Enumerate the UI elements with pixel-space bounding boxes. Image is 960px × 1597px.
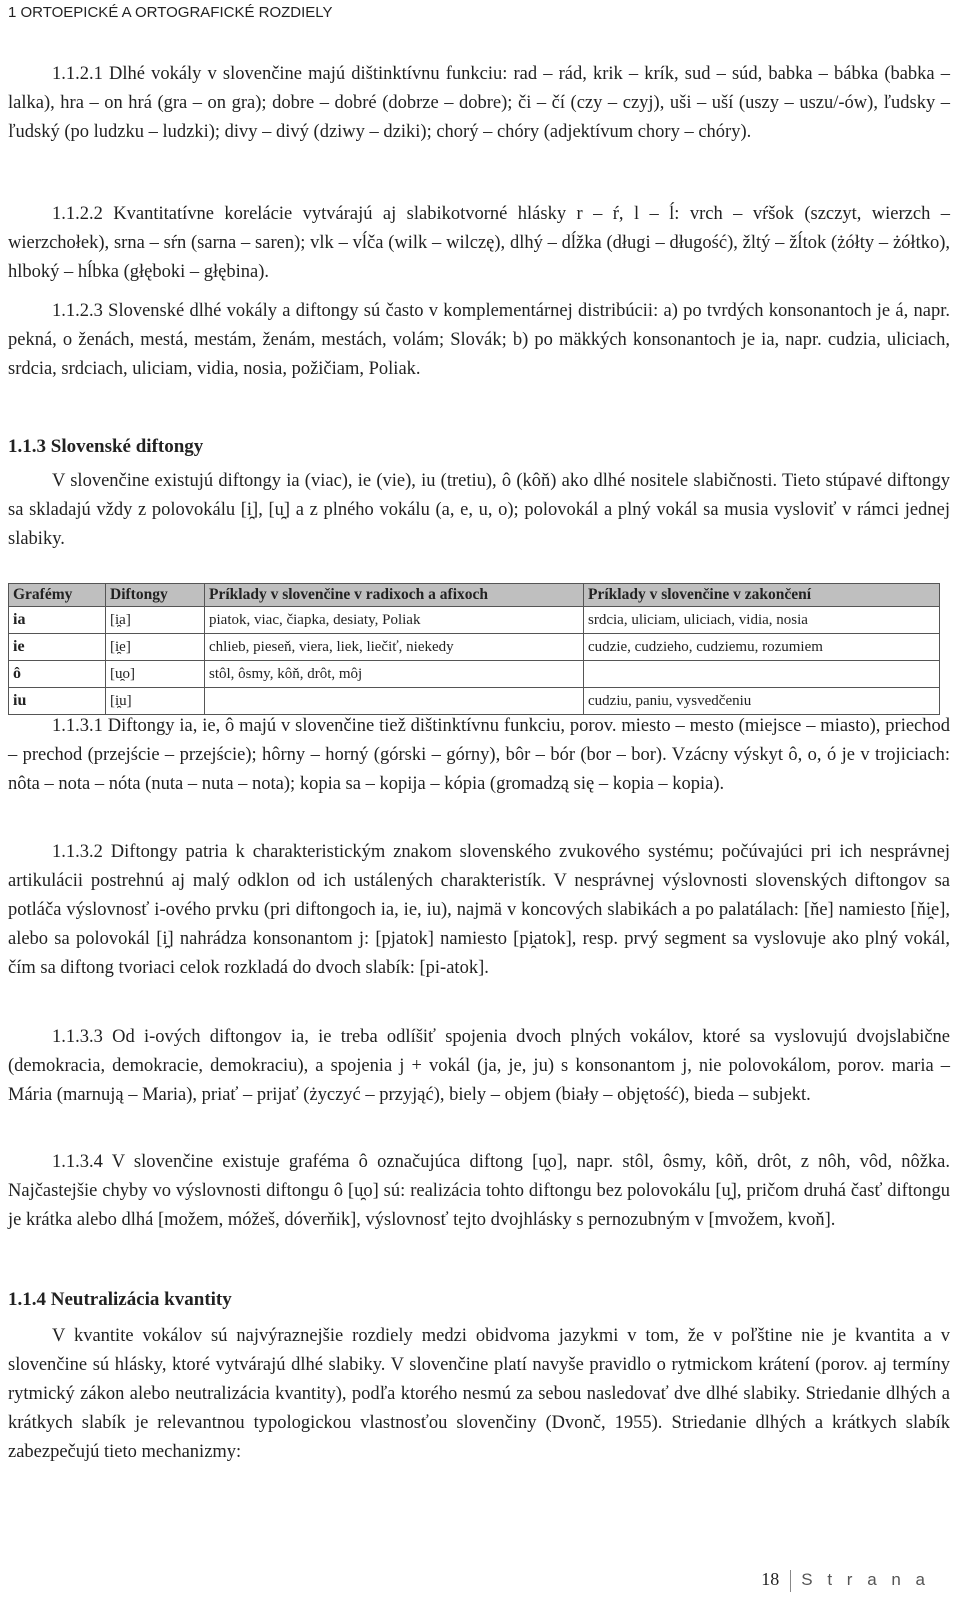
diphthong-cell: [u̯o] <box>106 661 205 688</box>
radix-examples-cell: chlieb, pieseň, viera, liek, liečiť, niekedy <box>205 634 584 661</box>
section-1-1-3-1 <box>8 712 950 799</box>
page-label: S t r a n a <box>801 1570 930 1589</box>
ending-examples-cell: srdcia, uliciam, uliciach, vidia, nosia <box>584 607 940 634</box>
running-header: 1 ORTOEPICKÉ A ORTOGRAFICKÉ ROZDIELY <box>8 4 333 21</box>
section-1-1-4 <box>8 1285 950 1467</box>
section-number: 1.1.3.1 <box>52 716 103 736</box>
page-number: 18 <box>761 1569 780 1589</box>
section-number: 1.1.2.2 <box>52 204 103 224</box>
grapheme-cell: ô <box>9 661 106 688</box>
table-row <box>9 607 940 634</box>
ending-examples-cell: cudzie, cudzieho, cudziemu, rozumiem <box>584 634 940 661</box>
section-1-1-3-3 <box>8 1023 950 1110</box>
paragraph-text: Od i-ových diftongov ia, ie treba odlíšiť spojenia dvoch plných vokálov, ktoré sa vyslovujú dvojslabične (demokracia, demokracie, demokraciu), a spojenia j + vokál (ja, je, ju) s konsonantom j, nie polovokálom, porov. maria – Mária (marnują – Maria), priať – prijať (życzyć – przyjąć), biely – objem (biały – objętość), bieda – subjekt. <box>8 1027 951 1105</box>
section-heading: 1.1.3 Slovenské diftongy <box>8 436 204 457</box>
table-header-row <box>9 584 940 607</box>
column-header: Diftongy <box>106 584 205 607</box>
section-1-1-2-3 <box>8 297 950 384</box>
diphthong-cell: [i̯a] <box>106 607 205 634</box>
table-row <box>9 661 940 688</box>
column-header: Príklady v slovenčine v zakončení <box>584 584 940 607</box>
page-footer <box>761 1569 930 1592</box>
radix-examples-cell: stôl, ôsmy, kôň, drôt, môj <box>205 661 584 688</box>
section-heading: 1.1.4 Neutralizácia kvantity <box>8 1289 232 1310</box>
section-1-1-3-4 <box>8 1148 950 1235</box>
paragraph-text: Diftongy patria k charakteristickým znakom slovenského zvukového systému; počúvajúci pri ich nesprávnej artikulácii postrehnú aj malý odklon od ich ustálených charakteristík. V nesprávnej výslovnosti slovenských diftongov sa potláča výslovnosť i-ového prvku (pri diftongoch ia, ie, iu), najmä v koncových slabikách a po palatálach: [ňe] namiesto [ňi̯e], alebo sa polovokál [i̯] nahrádza konsonantom j: [pjatok] namiesto [pi̯atok], resp. prvý segment sa vyslovuje ako plný vokál, čím sa diftong tvoriaci celok rozkladá do dvoch slabík: [pi-atok]. <box>8 842 950 978</box>
section-1-1-2-1 <box>8 60 950 147</box>
section-1-1-3-2 <box>8 838 950 983</box>
column-header: Grafémy <box>9 584 106 607</box>
grapheme-cell: ia <box>9 607 106 634</box>
paragraph-text: Diftongy ia, ie, ô majú v slovenčine tiež dištinktívnu funkciu, porov. miesto – mesto (miejsce – miasto), priechod – prechod (przejście – przejście); hôrny – horný (górski – górny), bôr – bór (bor – bor). Vzácny výskyt ô, o, ó je v trojiciach: nôta – nota – nóta (nuta – nuta – nota); kopia sa – kopija – kópia (gromadzą się – kopia – kopia). <box>8 716 951 794</box>
table-row <box>9 688 940 715</box>
section-number: 1.1.3.2 <box>52 842 103 862</box>
section-number: 1.1.3.3 <box>52 1027 103 1047</box>
section-number: 1.1.2.1 <box>52 64 103 84</box>
diphthong-table <box>8 583 940 715</box>
table-row <box>9 634 940 661</box>
paragraph-text: Kvantitatívne korelácie vytvárajú aj slabikotvorné hlásky r – ŕ, l – ĺ: vrch – vŕšok (szczyt, wierzch – wierzchołek), srna – sŕn (sarna – saren); vlk – vĺča (wilk – wilczę), dlhý – dĺžka (długi – długość), žltý – žĺtok (żółty – żółtko), hlboký – hĺbka (głęboki – głębina). <box>8 204 950 282</box>
radix-examples-cell <box>205 688 584 715</box>
grapheme-cell: ie <box>9 634 106 661</box>
paragraph-text: V kvantite vokálov sú najvýraznejšie rozdiely medzi obidvoma jazykmi v tom, že v poľštine nie je kvantita a v slovenčine sú hlásky, ktoré vytvárajú dlhé slabiky. V slovenčine platí navyše pravidlo o rytmickom krátení (porov. aj termíny rytmický zákon alebo neutralizácia kvantity), podľa ktorého nesmú za sebou nasledovať dve dlhé slabiky. Striedanie dlhých a krátkych slabík je relevantnou typologickou vlastnosťou slovenčiny (Dvonč, 1955). Striedanie dlhých a krátkych slabík zabezpečujú tieto mechanizmy: <box>8 1326 950 1462</box>
column-header: Príklady v slovenčine v radixoch a afixoch <box>205 584 584 607</box>
radix-examples-cell: piatok, viac, čiapka, desiaty, Poliak <box>205 607 584 634</box>
footer-divider <box>790 1570 791 1592</box>
section-1-1-2-2 <box>8 200 950 287</box>
diphthong-cell: [i̯u] <box>106 688 205 715</box>
ending-examples-cell: cudziu, paniu, vysvedčeniu <box>584 688 940 715</box>
paragraph-text: V slovenčine existuje grafémа ô označujúca diftong [u̯o], napr. stôl, ôsmy, kôň, drôt, z nôh, vôd, nôžka. Najčastejšie chyby vo výslovnosti diftongu ô [u̯o] sú: realizácia tohto diftongu bez polovokálu [u̯], pričom druhá časť diftongu je krátka alebo dlhá [možem, móžeš, dóverňik], výslovnosť tejto dvojhlásky s pernozubným v [mvožem, kvoň]. <box>8 1152 950 1230</box>
section-1-1-3 <box>8 432 950 554</box>
paragraph-text: Dlhé vokály v slovenčine majú dištinktívnu funkciu: rad – rád, krik – krík, sud – súd, babka – bábka (babka – lalka), hra – on hrá (gra – on gra); dobre – dobré (dobrze – dobre); či – čí (czy – czyj), uši – uší (uszy – uszu/-ów), ľudsky – ľudský (po ludzku – ludzki); divy – divý (dziwy – dziki); chorý – chóry (adjektívum chory – chóry). <box>8 64 951 142</box>
paragraph-text: V slovenčine existujú diftongy ia (viac), ie (vie), iu (tretiu), ô (kôň) ako dlhé nositele slabičnosti. Tieto stúpavé diftongy sa skladajú vždy z polovokálu [i̯], [u̯] a z plného vokálu (a, e, u, o); polovokál a plný vokál sa musia vysloviť v rámci jednej slabiky. <box>8 471 950 549</box>
section-number: 1.1.2.3 <box>52 301 103 321</box>
section-number: 1.1.3.4 <box>52 1152 103 1172</box>
diphthong-cell: [i̯e] <box>106 634 205 661</box>
ending-examples-cell <box>584 661 940 688</box>
paragraph-text: Slovenské dlhé vokály a diftongy sú často v komplementárnej distribúcii: a) po tvrdých konsonantoch je á, napr. pekná, o ženách, mestá, mestám, ženám, mestách, volám; Slovák; b) po mäkkých konsonantoch je ia, napr. cudzia, uliciach, srdcia, srdciach, uliciam, vidia, nosia, požičiam, Poliak. <box>8 301 951 379</box>
grapheme-cell: iu <box>9 688 106 715</box>
